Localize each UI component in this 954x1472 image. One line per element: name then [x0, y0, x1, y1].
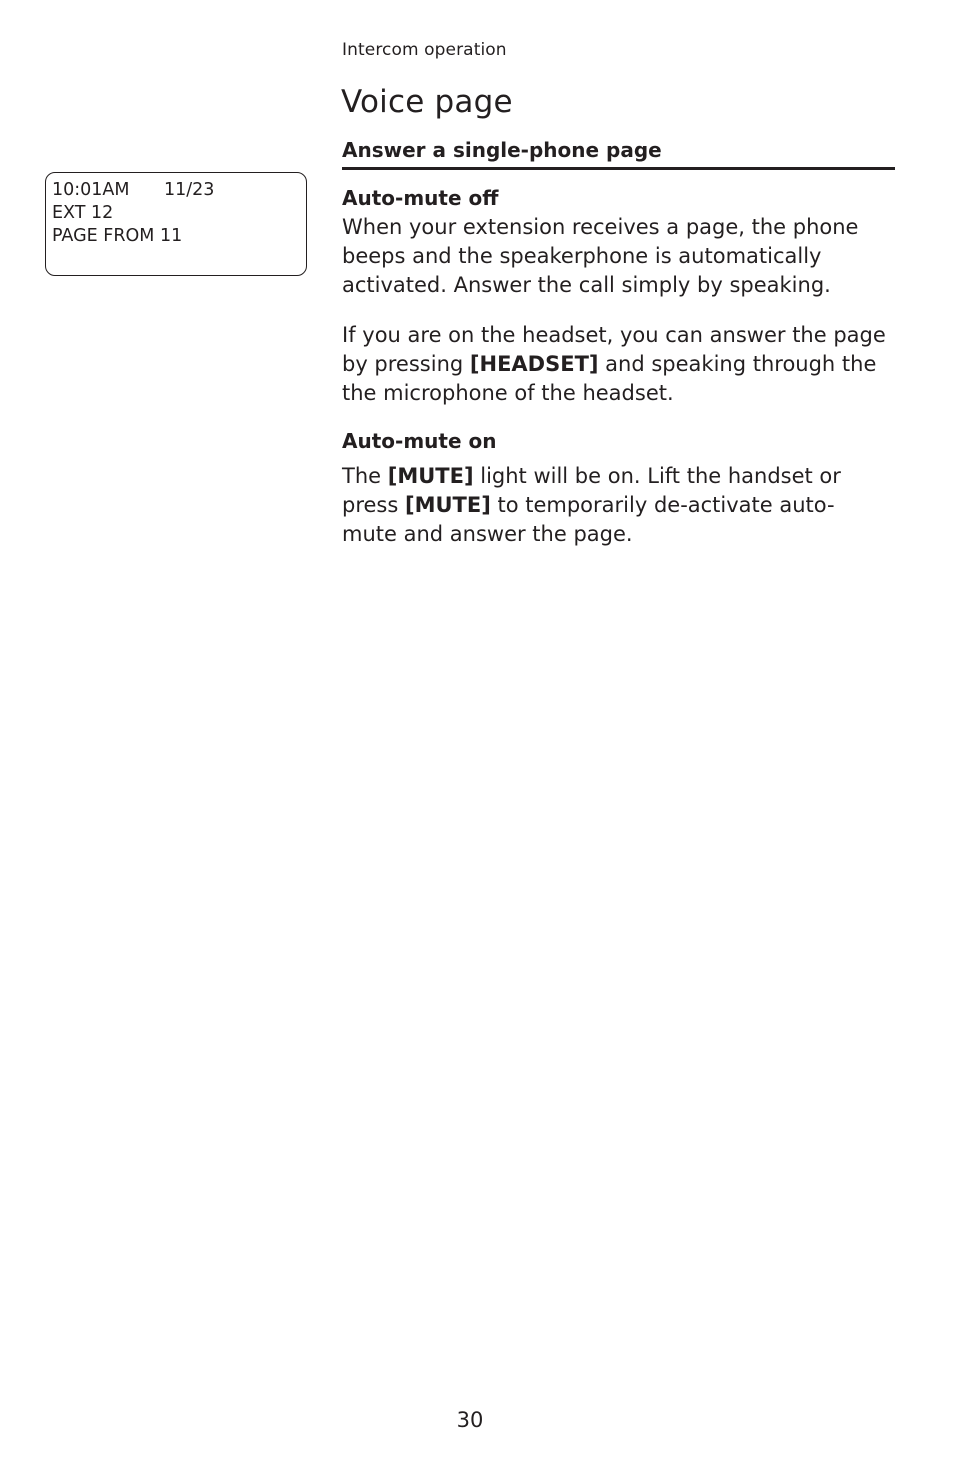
display-line-2: EXT 12 [52, 203, 114, 223]
running-head: Intercom operation [342, 40, 507, 60]
display-line-3: PAGE FROM 11 [52, 226, 183, 246]
display-date: 11/23 [164, 180, 215, 200]
display-time: 10:01AM [52, 180, 130, 200]
paragraph-text: light will be on. Lift the handset or press [342, 464, 841, 517]
paragraph-text: to temporarily de-activate auto-mute and answer the page. [342, 493, 835, 546]
page-number: 30 [456, 1408, 484, 1432]
auto-mute-off-heading: Auto-mute off [342, 186, 499, 210]
mute-key-label: [MUTE] [387, 464, 474, 488]
phone-display-screen [45, 172, 307, 276]
headset-key-label: [HEADSET] [469, 352, 599, 376]
paragraph-text: The [342, 464, 388, 488]
main-content [342, 184, 887, 549]
page-title: Voice page [341, 84, 513, 120]
paragraph-text: If you are on the headset, you can answer the page by pressing [342, 323, 886, 376]
paragraph-text: and speaking through the the microphone of the headset. [342, 352, 877, 405]
mute-key-label: [MUTE] [404, 493, 491, 517]
auto-mute-on-paragraph [342, 462, 887, 549]
auto-mute-on-heading: Auto-mute on [342, 429, 497, 453]
display-line-1 [52, 179, 306, 202]
section-heading: Answer a single-phone page [342, 138, 895, 170]
auto-mute-off-paragraph-1: When your extension receives a page, the phone beeps and the speakerphone is automatically activated. Answer the call simply by speaking. [342, 215, 859, 297]
auto-mute-off-paragraph-2 [342, 321, 887, 408]
